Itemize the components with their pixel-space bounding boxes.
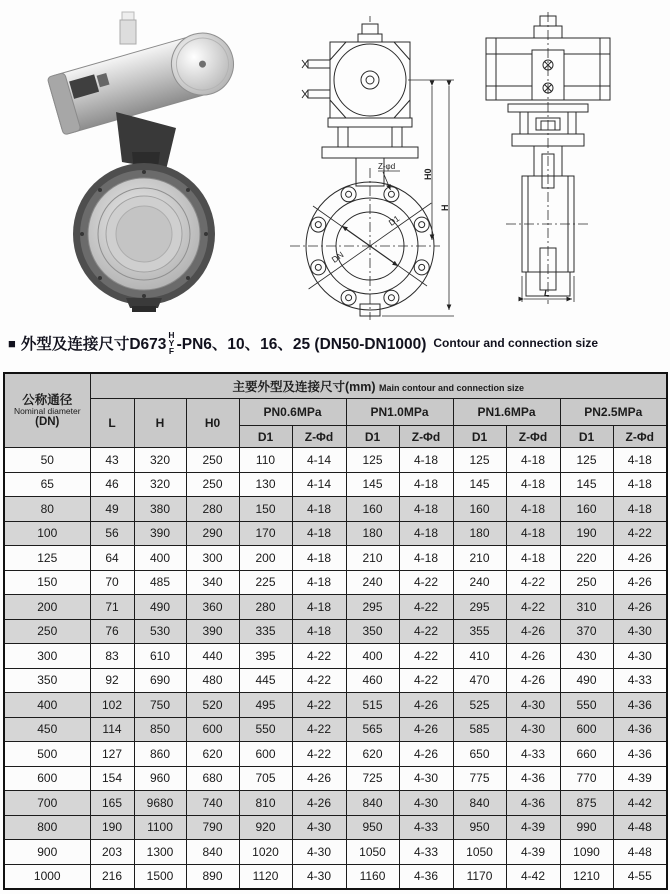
value-cell: 295 [453, 595, 506, 620]
col-header-zphid: Z-Φd [613, 426, 667, 448]
table-row [4, 497, 667, 522]
dn-cell: 50 [4, 448, 90, 473]
value-cell: 950 [346, 815, 399, 840]
value-cell: 950 [453, 815, 506, 840]
value-cell: 520 [186, 693, 239, 718]
value-cell: 620 [346, 742, 399, 767]
col-header-l: L [90, 399, 134, 448]
value-cell: 4-26 [613, 570, 667, 595]
value-cell: 770 [560, 766, 613, 791]
nominal-diameter-cn: 公称通径 [22, 392, 73, 407]
col-header-zphid: Z-Φd [292, 426, 346, 448]
section-bullet-icon: ■ [8, 335, 16, 351]
value-cell: 210 [346, 546, 399, 571]
value-cell: 4-22 [506, 595, 560, 620]
value-cell: 170 [239, 521, 292, 546]
value-cell: 280 [186, 497, 239, 522]
value-cell: 750 [134, 693, 186, 718]
table-row [4, 472, 667, 497]
value-cell: 875 [560, 791, 613, 816]
value-cell: 125 [560, 448, 613, 473]
value-cell: 320 [134, 472, 186, 497]
dn-cell: 700 [4, 791, 90, 816]
value-cell: 114 [90, 717, 134, 742]
value-cell: 790 [186, 815, 239, 840]
value-cell: 4-22 [399, 644, 453, 669]
value-cell: 490 [560, 668, 613, 693]
value-cell: 125 [453, 448, 506, 473]
value-cell: 705 [239, 766, 292, 791]
value-cell: 4-26 [399, 742, 453, 767]
value-cell: 4-26 [399, 717, 453, 742]
value-cell: 4-22 [399, 570, 453, 595]
col-header-h: H [134, 399, 186, 448]
value-cell: 4-33 [399, 815, 453, 840]
section-title-range: -PN6、10、16、25 (DN50-DN1000) [176, 336, 427, 353]
value-cell: 180 [453, 521, 506, 546]
front-view-drawing [282, 8, 457, 320]
value-cell: 565 [346, 717, 399, 742]
value-cell: 92 [90, 668, 134, 693]
value-cell: 216 [90, 864, 134, 889]
value-cell: 4-22 [292, 742, 346, 767]
value-cell: 490 [134, 595, 186, 620]
side-view-drawing [470, 8, 660, 320]
value-cell: 4-30 [399, 766, 453, 791]
dn-cell: 125 [4, 546, 90, 571]
value-cell: 485 [134, 570, 186, 595]
d1-label: D1 [386, 213, 402, 228]
value-cell: 145 [453, 472, 506, 497]
value-cell: 4-18 [292, 619, 346, 644]
value-cell: 4-18 [292, 595, 346, 620]
group-header-pn06: PN0.6MPa [239, 399, 346, 426]
value-cell: 4-26 [292, 766, 346, 791]
bolt-holes-label: Z-φd [378, 162, 396, 171]
group-header-pn25: PN2.5MPa [560, 399, 667, 426]
dn-cell: 1000 [4, 864, 90, 889]
value-cell: 515 [346, 693, 399, 718]
value-cell: 4-26 [613, 595, 667, 620]
table-row [4, 742, 667, 767]
table-row [4, 864, 667, 889]
value-cell: 1160 [346, 864, 399, 889]
value-cell: 102 [90, 693, 134, 718]
col-header-zphid: Z-Φd [506, 426, 560, 448]
variant-y: Y [168, 338, 175, 348]
value-cell: 4-30 [292, 864, 346, 889]
group-header-pn16: PN1.6MPa [453, 399, 560, 426]
table-row [4, 815, 667, 840]
value-cell: 4-33 [613, 668, 667, 693]
value-cell: 320 [134, 448, 186, 473]
value-cell: 4-22 [292, 644, 346, 669]
value-cell: 4-18 [613, 448, 667, 473]
value-cell: 4-36 [613, 693, 667, 718]
value-cell: 360 [186, 595, 239, 620]
h-dimension-label: H [440, 204, 450, 211]
value-cell: 440 [186, 644, 239, 669]
section-title-cn: 外型及连接尺寸D673 [20, 336, 167, 353]
col-header-nominal-diameter [4, 373, 90, 448]
value-cell: 690 [134, 668, 186, 693]
value-cell: 4-26 [506, 619, 560, 644]
value-cell: 810 [239, 791, 292, 816]
value-cell: 920 [239, 815, 292, 840]
table-row [4, 570, 667, 595]
value-cell: 4-22 [613, 521, 667, 546]
value-cell: 4-22 [399, 668, 453, 693]
value-cell: 4-18 [292, 570, 346, 595]
value-cell: 4-18 [292, 546, 346, 571]
col-header-d1: D1 [453, 426, 506, 448]
value-cell: 395 [239, 644, 292, 669]
value-cell: 250 [186, 448, 239, 473]
value-cell: 127 [90, 742, 134, 767]
value-cell: 660 [560, 742, 613, 767]
value-cell: 130 [239, 472, 292, 497]
value-cell: 4-26 [506, 668, 560, 693]
value-cell: 125 [346, 448, 399, 473]
table-row [4, 840, 667, 865]
value-cell: 400 [134, 546, 186, 571]
value-cell: 240 [346, 570, 399, 595]
value-cell: 4-22 [506, 570, 560, 595]
value-cell: 350 [346, 619, 399, 644]
value-cell: 335 [239, 619, 292, 644]
value-cell: 4-33 [506, 742, 560, 767]
value-cell: 480 [186, 668, 239, 693]
value-cell: 160 [453, 497, 506, 522]
value-cell: 600 [560, 717, 613, 742]
value-cell: 4-39 [613, 766, 667, 791]
value-cell: 220 [560, 546, 613, 571]
value-cell: 495 [239, 693, 292, 718]
value-cell: 620 [186, 742, 239, 767]
value-cell: 1090 [560, 840, 613, 865]
dn-cell: 100 [4, 521, 90, 546]
value-cell: 43 [90, 448, 134, 473]
value-cell: 4-30 [506, 717, 560, 742]
value-cell: 1020 [239, 840, 292, 865]
value-cell: 775 [453, 766, 506, 791]
value-cell: 610 [134, 644, 186, 669]
value-cell: 4-26 [399, 693, 453, 718]
actuator-indicator-icon [120, 12, 136, 44]
value-cell: 76 [90, 619, 134, 644]
table-row [4, 766, 667, 791]
value-cell: 4-30 [506, 693, 560, 718]
value-cell: 1210 [560, 864, 613, 889]
value-cell: 4-30 [613, 644, 667, 669]
section-title-en: Contour and connection size [433, 336, 599, 350]
value-cell: 585 [453, 717, 506, 742]
h0-dimension-label: H0 [423, 168, 433, 180]
value-cell: 200 [239, 546, 292, 571]
col-header-zphid: Z-Φd [399, 426, 453, 448]
value-cell: 4-18 [399, 546, 453, 571]
table-row [4, 717, 667, 742]
table-row [4, 521, 667, 546]
value-cell: 600 [239, 742, 292, 767]
value-cell: 4-33 [399, 840, 453, 865]
value-cell: 1050 [453, 840, 506, 865]
value-cell: 4-39 [506, 840, 560, 865]
value-cell: 4-18 [506, 497, 560, 522]
value-cell: 650 [453, 742, 506, 767]
dn-cell: 600 [4, 766, 90, 791]
value-cell: 4-26 [506, 644, 560, 669]
value-cell: 4-22 [399, 619, 453, 644]
value-cell: 4-30 [292, 815, 346, 840]
value-cell: 250 [560, 570, 613, 595]
col-header-d1: D1 [346, 426, 399, 448]
table-row [4, 693, 667, 718]
value-cell: 840 [346, 791, 399, 816]
value-cell: 430 [560, 644, 613, 669]
value-cell: 150 [239, 497, 292, 522]
dn-cell: 200 [4, 595, 90, 620]
value-cell: 530 [134, 619, 186, 644]
dn-cell: 900 [4, 840, 90, 865]
value-cell: 240 [453, 570, 506, 595]
value-cell: 4-22 [292, 668, 346, 693]
value-cell: 290 [186, 521, 239, 546]
dimensions-table [3, 372, 668, 890]
value-cell: 725 [346, 766, 399, 791]
value-cell: 70 [90, 570, 134, 595]
value-cell: 1170 [453, 864, 506, 889]
value-cell: 4-18 [506, 448, 560, 473]
value-cell: 370 [560, 619, 613, 644]
value-cell: 840 [186, 840, 239, 865]
value-cell: 250 [186, 472, 239, 497]
value-cell: 4-55 [613, 864, 667, 889]
value-cell: 1100 [134, 815, 186, 840]
value-cell: 4-14 [292, 448, 346, 473]
dn-cell: 65 [4, 472, 90, 497]
table-row [4, 668, 667, 693]
value-cell: 4-30 [292, 840, 346, 865]
section-title [8, 326, 598, 360]
value-cell: 4-18 [506, 521, 560, 546]
value-cell: 4-18 [399, 521, 453, 546]
value-cell: 4-36 [506, 791, 560, 816]
value-cell: 4-18 [399, 497, 453, 522]
value-cell: 4-30 [613, 619, 667, 644]
span-header-en: Main contour and connection size [379, 383, 525, 393]
variant-h: H [168, 330, 175, 340]
value-cell: 49 [90, 497, 134, 522]
col-header-d1: D1 [560, 426, 613, 448]
dn-cell: 450 [4, 717, 90, 742]
dn-cell: 80 [4, 497, 90, 522]
value-cell: 355 [453, 619, 506, 644]
value-cell: 4-42 [613, 791, 667, 816]
table-row [4, 791, 667, 816]
model-variant-stack [168, 331, 174, 355]
dn-cell: 400 [4, 693, 90, 718]
value-cell: 1050 [346, 840, 399, 865]
valve-photo [20, 0, 280, 312]
value-cell: 4-18 [292, 497, 346, 522]
value-cell: 4-36 [506, 766, 560, 791]
value-cell: 180 [346, 521, 399, 546]
nominal-diameter-en: Nominal diameter [13, 405, 81, 416]
value-cell: 840 [453, 791, 506, 816]
value-cell: 203 [90, 840, 134, 865]
dn-label: DN [329, 249, 346, 265]
value-cell: 600 [186, 717, 239, 742]
value-cell: 4-48 [613, 815, 667, 840]
value-cell: 56 [90, 521, 134, 546]
dn-cell: 150 [4, 570, 90, 595]
value-cell: 4-18 [613, 472, 667, 497]
value-cell: 850 [134, 717, 186, 742]
value-cell: 4-18 [399, 448, 453, 473]
value-cell: 4-36 [399, 864, 453, 889]
value-cell: 154 [90, 766, 134, 791]
value-cell: 960 [134, 766, 186, 791]
value-cell: 1120 [239, 864, 292, 889]
value-cell: 83 [90, 644, 134, 669]
value-cell: 390 [186, 619, 239, 644]
value-cell: 46 [90, 472, 134, 497]
value-cell: 4-36 [613, 717, 667, 742]
value-cell: 1300 [134, 840, 186, 865]
value-cell: 4-22 [292, 717, 346, 742]
value-cell: 990 [560, 815, 613, 840]
value-cell: 145 [560, 472, 613, 497]
value-cell: 4-48 [613, 840, 667, 865]
table-row [4, 448, 667, 473]
value-cell: 460 [346, 668, 399, 693]
dn-cell: 250 [4, 619, 90, 644]
valve-body-photo [73, 163, 215, 305]
value-cell: 4-18 [399, 472, 453, 497]
l-dimension-label: L [544, 288, 550, 298]
table-row [4, 619, 667, 644]
value-cell: 4-18 [506, 472, 560, 497]
value-cell: 4-39 [506, 815, 560, 840]
group-header-pn10: PN1.0MPa [346, 399, 453, 426]
value-cell: 64 [90, 546, 134, 571]
value-cell: 390 [134, 521, 186, 546]
value-cell: 225 [239, 570, 292, 595]
table-row [4, 595, 667, 620]
value-cell: 740 [186, 791, 239, 816]
dn-cell: 800 [4, 815, 90, 840]
value-cell: 340 [186, 570, 239, 595]
value-cell: 310 [560, 595, 613, 620]
value-cell: 860 [134, 742, 186, 767]
value-cell: 525 [453, 693, 506, 718]
value-cell: 4-18 [292, 521, 346, 546]
value-cell: 4-14 [292, 472, 346, 497]
variant-f: F [168, 346, 175, 356]
value-cell: 445 [239, 668, 292, 693]
value-cell: 145 [346, 472, 399, 497]
value-cell: 4-36 [613, 742, 667, 767]
value-cell: 550 [239, 717, 292, 742]
value-cell: 190 [560, 521, 613, 546]
value-cell: 110 [239, 448, 292, 473]
col-header-d1: D1 [239, 426, 292, 448]
value-cell: 160 [560, 497, 613, 522]
value-cell: 680 [186, 766, 239, 791]
value-cell: 4-26 [613, 546, 667, 571]
value-cell: 4-30 [399, 791, 453, 816]
span-header-cn: 主要外型及连接尺寸(mm) [232, 380, 376, 394]
value-cell: 71 [90, 595, 134, 620]
value-cell: 210 [453, 546, 506, 571]
dn-cell: 500 [4, 742, 90, 767]
value-cell: 4-22 [399, 595, 453, 620]
value-cell: 1500 [134, 864, 186, 889]
value-cell: 295 [346, 595, 399, 620]
span-header [90, 373, 667, 399]
value-cell: 400 [346, 644, 399, 669]
value-cell: 4-18 [506, 546, 560, 571]
bottom-stub-photo [126, 298, 162, 312]
value-cell: 4-42 [506, 864, 560, 889]
value-cell: 165 [90, 791, 134, 816]
table-row [4, 644, 667, 669]
value-cell: 300 [186, 546, 239, 571]
table-row [4, 546, 667, 571]
dn-cell: 350 [4, 668, 90, 693]
value-cell: 4-18 [613, 497, 667, 522]
value-cell: 4-26 [292, 791, 346, 816]
value-cell: 380 [134, 497, 186, 522]
value-cell: 190 [90, 815, 134, 840]
col-header-h0: H0 [186, 399, 239, 448]
value-cell: 890 [186, 864, 239, 889]
value-cell: 470 [453, 668, 506, 693]
value-cell: 9680 [134, 791, 186, 816]
value-cell: 4-22 [292, 693, 346, 718]
value-cell: 280 [239, 595, 292, 620]
value-cell: 410 [453, 644, 506, 669]
dn-cell: 300 [4, 644, 90, 669]
nominal-diameter-unit: (DN) [35, 415, 60, 428]
value-cell: 550 [560, 693, 613, 718]
value-cell: 160 [346, 497, 399, 522]
